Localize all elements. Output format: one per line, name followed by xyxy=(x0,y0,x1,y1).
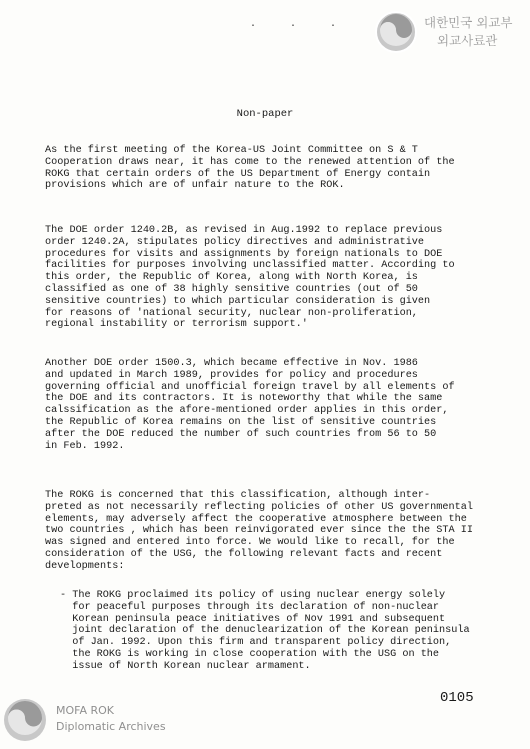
mofa-taegeuk-seal-icon xyxy=(374,10,418,54)
watermark-line-archives: Diplomatic Archives xyxy=(56,720,166,733)
bullet-item-nuclear-policy: - The ROKG proclaimed its policy of using nuclear energy solely for peaceful purposes through its declaration of non-nuclear Korean peninsula peace initiatives of Nov 1991 and subsequent joint declaration of the denuclearization of the Korean peninsula of Jan. 1992. Upon this firm and transparent policy direction, the ROKG is working in close cooperation with the USG on the issue of North Korean nuclear armament. xyxy=(60,590,470,672)
paragraph-doe-1500: Another DOE order 1500.3, which became effective in Nov. 1986 and updated in March 1989, provides for policy and procedures governing official and unofficial foreign travel by all elements of the DOE and its contractors. It is noteworthy that while the same calssification as the afore-mentioned order applies in this order, the Republic of Korea remains on the list of sensitive countries after the DOE reduced the number of such countries from 56 to 50 in Feb. 1992. xyxy=(45,358,455,452)
watermark-line-1: 대한민국 외교부 xyxy=(424,15,513,30)
paragraph-intro: As the first meeting of the Korea-US Joint Committee on S & T Cooperation draws near, it has come to the renewed attention of the ROKG that certain orders of the US Department of Energy contain provisions which are of unfair nature to the ROK. xyxy=(45,145,455,192)
mofa-taegeuk-seal-icon xyxy=(2,697,48,743)
archive-watermark-english xyxy=(56,703,166,735)
top-dots: . . . xyxy=(250,19,351,30)
watermark-line-2: 외교사료관 xyxy=(437,33,498,48)
paragraph-rokg-concern: The ROKG is concerned that this classification, although inter- preted as not necessarily reflecting policies of other US governmental elements, may adversely affect the cooperative atmosphere between the two countries , which has been reinvigorated ever since the the STA II was signed and entered into force. We would like to recall, for the consideration of the USG, the following relevant facts and recent developments: xyxy=(45,490,473,572)
paragraph-doe-1240: The DOE order 1240.2B, as revised in Aug.1992 to replace previous order 1240.2A, stipulates policy directives and administrative procedures for visits and assignments by foreign nationals to DOE facilities for purposes involving unclassified matter. According to this order, the Republic of Korea, along with North Korea, is classified as one of 38 highly sensitive countries (out of 50 sensitive countries) to which particular consideration is given for reasons of 'national security, nuclear non-proliferation, regional instability or terrorism support.' xyxy=(45,225,455,331)
archive-watermark-korean xyxy=(424,14,524,50)
document-title: Non-paper xyxy=(236,108,294,120)
watermark-line-mofa: MOFA ROK xyxy=(56,704,115,717)
page-number: 0105 xyxy=(440,690,474,706)
